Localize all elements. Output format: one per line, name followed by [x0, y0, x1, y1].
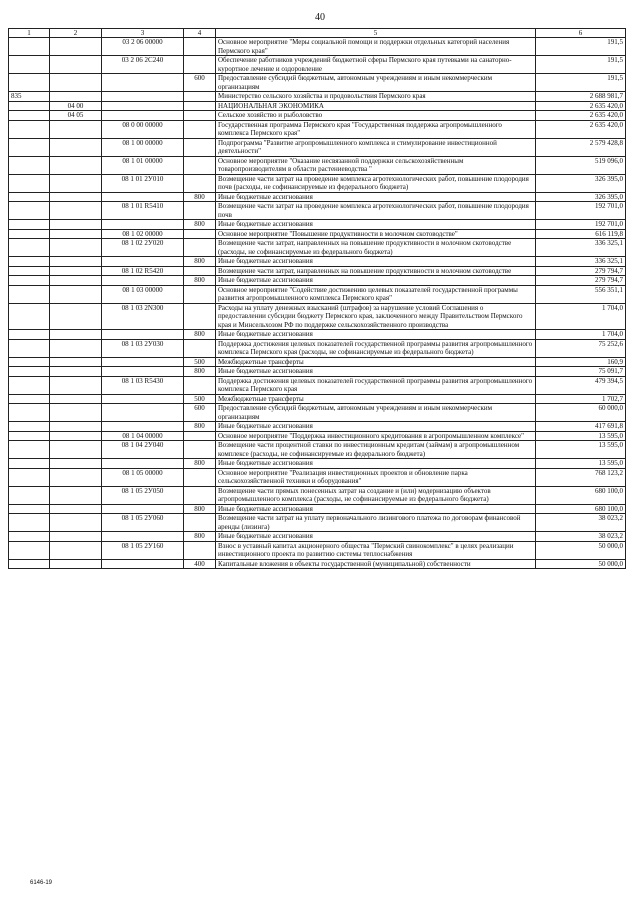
table-row [9, 394, 626, 404]
expense-type-cell [184, 285, 216, 303]
target-article-cell: 08 1 03 2N300 [102, 303, 184, 330]
ministry-code-cell [9, 276, 50, 286]
expense-type-cell [184, 303, 216, 330]
target-article-cell: 08 1 01 R5410 [102, 202, 184, 220]
ministry-code-cell [9, 285, 50, 303]
table-row [9, 431, 626, 441]
target-article-cell: 08 1 05 2У060 [102, 514, 184, 532]
target-article-cell [102, 532, 184, 542]
ministry-code-cell [9, 339, 50, 357]
section-code-cell [50, 357, 102, 367]
description-cell: Основное мероприятие "Меры социальной помощи и поддержки отдельных категорий населения Пермского края" [216, 38, 536, 56]
description-cell: Подпрограмма "Развитие агропромышленного комплекса и стимулирование инвестиционной деятельности" [216, 138, 536, 156]
ministry-code-cell: 835 [9, 92, 50, 102]
expense-type-cell: 800 [184, 532, 216, 542]
section-code-cell [50, 74, 102, 92]
target-article-cell: 08 1 02 2У020 [102, 239, 184, 257]
amount-cell: 191,5 [536, 74, 626, 92]
table-row [9, 192, 626, 202]
ministry-code-cell [9, 101, 50, 111]
description-cell: Возмещение части затрат на уплату первоначального лизингового платежа по договорам финансовой аренды (лизинга) [216, 514, 536, 532]
amount-cell: 191,5 [536, 38, 626, 56]
section-code-cell [50, 422, 102, 432]
ministry-code-cell [9, 38, 50, 56]
target-article-cell: 03 2 06 2С240 [102, 56, 184, 74]
ministry-code-cell [9, 266, 50, 276]
section-code-cell [50, 229, 102, 239]
amount-cell: 1 704,0 [536, 303, 626, 330]
table-row [9, 92, 626, 102]
section-code-cell [50, 504, 102, 514]
amount-cell: 556 351,1 [536, 285, 626, 303]
section-code-cell [50, 303, 102, 330]
description-cell: Возмещение части затрат на проведение комплекса агротехнологических работ, повышение плодородия почв (расходы, не софинансируемые из федерального бюджета) [216, 174, 536, 192]
expense-type-cell [184, 441, 216, 459]
description-cell: Межбюджетные трансферты [216, 357, 536, 367]
table-row [9, 101, 626, 111]
table-row [9, 303, 626, 330]
target-article-cell: 08 1 04 00000 [102, 431, 184, 441]
section-code-cell [50, 339, 102, 357]
amount-cell: 680 100,0 [536, 504, 626, 514]
section-code-cell [50, 276, 102, 286]
description-cell: Основное мероприятие "Оказание несвязанной поддержки сельскохозяйственным товаропроизводителям в области растениеводства " [216, 156, 536, 174]
amount-cell: 1 702,7 [536, 394, 626, 404]
table-row [9, 376, 626, 394]
ministry-code-cell [9, 486, 50, 504]
expense-type-cell: 800 [184, 257, 216, 267]
target-article-cell: 08 1 00 00000 [102, 138, 184, 156]
ministry-code-cell [9, 174, 50, 192]
section-code-cell [50, 138, 102, 156]
description-cell: Основное мероприятие "Реализация инвестиционных проектов и обновление парка сельскохозяйственной техники и оборудования" [216, 468, 536, 486]
ministry-code-cell [9, 138, 50, 156]
ministry-code-cell [9, 303, 50, 330]
section-code-cell [50, 431, 102, 441]
amount-cell: 2 635 420,0 [536, 111, 626, 121]
table-row [9, 257, 626, 267]
section-code-cell [50, 514, 102, 532]
ministry-code-cell [9, 394, 50, 404]
description-cell: Иные бюджетные ассигнования [216, 459, 536, 469]
table-row [9, 111, 626, 121]
description-cell: Сельское хозяйство и рыболовство [216, 111, 536, 121]
ministry-code-cell [9, 120, 50, 138]
table-row [9, 441, 626, 459]
description-cell: Иные бюджетные ассигнования [216, 532, 536, 542]
description-cell: Государственная программа Пермского края "Государственная поддержка агропромышленного комплекса Пермского края" [216, 120, 536, 138]
ministry-code-cell [9, 431, 50, 441]
amount-cell: 2 688 981,7 [536, 92, 626, 102]
amount-cell: 38 023,2 [536, 532, 626, 542]
table-row [9, 330, 626, 340]
description-cell: Возмещение части прямых понесенных затрат на создание и (или) модернизацию объектов агропромышленного комплекса (расходы, не софинансируемые из федерального бюджета) [216, 486, 536, 504]
table-row [9, 532, 626, 542]
target-article-cell [102, 422, 184, 432]
expense-type-cell [184, 202, 216, 220]
column-header-3: 3 [102, 29, 184, 38]
amount-cell: 13 595,0 [536, 431, 626, 441]
target-article-cell: 08 1 05 2У050 [102, 486, 184, 504]
description-cell: Иные бюджетные ассигнования [216, 330, 536, 340]
target-article-cell [102, 74, 184, 92]
expense-type-cell: 800 [184, 504, 216, 514]
table-row [9, 266, 626, 276]
footer-code: 6146-19 [30, 880, 53, 886]
description-cell: Основное мероприятие "Содействие достижению целевых показателей государственной программы развития агропромышленного комплекса Пермского края" [216, 285, 536, 303]
amount-cell: 336 325,1 [536, 239, 626, 257]
expense-type-cell [184, 101, 216, 111]
expense-type-cell [184, 138, 216, 156]
target-article-cell: 08 1 03 2У030 [102, 339, 184, 357]
section-code-cell [50, 459, 102, 469]
target-article-cell: 08 1 01 00000 [102, 156, 184, 174]
section-code-cell [50, 394, 102, 404]
expense-type-cell [184, 229, 216, 239]
target-article-cell: 08 1 03 R5430 [102, 376, 184, 394]
amount-cell: 326 395,0 [536, 192, 626, 202]
ministry-code-cell [9, 367, 50, 377]
target-article-cell: 08 1 05 00000 [102, 468, 184, 486]
table-row [9, 229, 626, 239]
table-row [9, 339, 626, 357]
table-row [9, 541, 626, 559]
table-row [9, 276, 626, 286]
section-code-cell [50, 441, 102, 459]
expense-type-cell [184, 431, 216, 441]
expense-type-cell [184, 468, 216, 486]
description-cell: Иные бюджетные ассигнования [216, 422, 536, 432]
section-code-cell [50, 266, 102, 276]
description-cell: Основное мероприятие "Поддержка инвестиционного кредитования в агропромышленном комплексе" [216, 431, 536, 441]
description-cell: Иные бюджетные ассигнования [216, 192, 536, 202]
expense-type-cell: 600 [184, 74, 216, 92]
expense-type-cell: 800 [184, 276, 216, 286]
table-row [9, 459, 626, 469]
amount-cell: 326 395,0 [536, 174, 626, 192]
description-cell: Возмещение части затрат на проведение комплекса агротехнологических работ, повышение плодородия почв [216, 202, 536, 220]
expense-type-cell [184, 120, 216, 138]
expense-type-cell [184, 486, 216, 504]
table-row [9, 120, 626, 138]
target-article-cell [102, 220, 184, 230]
ministry-code-cell [9, 514, 50, 532]
amount-cell: 1 704,0 [536, 330, 626, 340]
column-header-2: 2 [50, 29, 102, 38]
target-article-cell [102, 92, 184, 102]
target-article-cell: 08 0 00 00000 [102, 120, 184, 138]
ministry-code-cell [9, 459, 50, 469]
target-article-cell [102, 394, 184, 404]
amount-cell: 2 635 420,0 [536, 120, 626, 138]
target-article-cell [102, 257, 184, 267]
table-row [9, 38, 626, 56]
amount-cell: 519 096,0 [536, 156, 626, 174]
expense-type-cell [184, 156, 216, 174]
table-row [9, 514, 626, 532]
ministry-code-cell [9, 56, 50, 74]
section-code-cell [50, 330, 102, 340]
target-article-cell [102, 459, 184, 469]
description-cell: Поддержка достижения целевых показателей государственной программы развития агропромышленного комплекса Пермского края [216, 376, 536, 394]
expense-type-cell [184, 339, 216, 357]
expense-type-cell: 600 [184, 404, 216, 422]
section-code-cell [50, 56, 102, 74]
table-row [9, 239, 626, 257]
target-article-cell [102, 276, 184, 286]
amount-cell: 616 119,8 [536, 229, 626, 239]
amount-cell: 2 635 420,0 [536, 101, 626, 111]
target-article-cell: 08 1 02 R5420 [102, 266, 184, 276]
expense-type-cell [184, 38, 216, 56]
amount-cell: 336 325,1 [536, 257, 626, 267]
section-code-cell [50, 156, 102, 174]
ministry-code-cell [9, 330, 50, 340]
description-cell: Иные бюджетные ассигнования [216, 257, 536, 267]
target-article-cell [102, 559, 184, 569]
table-header-row [9, 29, 626, 38]
amount-cell: 75 091,7 [536, 367, 626, 377]
section-code-cell: 04 05 [50, 111, 102, 121]
table-row [9, 156, 626, 174]
table-row [9, 357, 626, 367]
expense-type-cell [184, 376, 216, 394]
amount-cell: 680 100,0 [536, 486, 626, 504]
expense-type-cell: 400 [184, 559, 216, 569]
section-code-cell [50, 376, 102, 394]
table-row [9, 559, 626, 569]
table-row [9, 285, 626, 303]
expense-type-cell [184, 239, 216, 257]
description-cell: Возмещение части процентной ставки по инвестиционным кредитам (займам) в агропромышленном комплексе (расходы, не софинансируемые из федерального бюджета) [216, 441, 536, 459]
ministry-code-cell [9, 532, 50, 542]
target-article-cell: 08 1 05 2У160 [102, 541, 184, 559]
amount-cell: 50 000,0 [536, 559, 626, 569]
section-code-cell [50, 174, 102, 192]
expense-type-cell: 800 [184, 192, 216, 202]
target-article-cell [102, 404, 184, 422]
section-code-cell [50, 220, 102, 230]
expense-type-cell [184, 514, 216, 532]
section-code-cell: 04 00 [50, 101, 102, 111]
section-code-cell [50, 367, 102, 377]
amount-cell: 38 023,2 [536, 514, 626, 532]
amount-cell: 2 579 428,8 [536, 138, 626, 156]
section-code-cell [50, 486, 102, 504]
description-cell: Иные бюджетные ассигнования [216, 504, 536, 514]
ministry-code-cell [9, 376, 50, 394]
section-code-cell [50, 404, 102, 422]
ministry-code-cell [9, 357, 50, 367]
section-code-cell [50, 285, 102, 303]
description-cell: Капитальные вложения в объекты государственной (муниципальной) собственности [216, 559, 536, 569]
section-code-cell [50, 120, 102, 138]
amount-cell: 192 701,0 [536, 202, 626, 220]
table-row [9, 486, 626, 504]
table-row [9, 367, 626, 377]
ministry-code-cell [9, 111, 50, 121]
ministry-code-cell [9, 239, 50, 257]
expense-type-cell: 800 [184, 422, 216, 432]
table-row [9, 56, 626, 74]
description-cell: Иные бюджетные ассигнования [216, 220, 536, 230]
target-article-cell [102, 192, 184, 202]
description-cell: Возмещение части затрат, направленных на повышение продуктивности в молочном скотоводстве (расходы, не софинансируемые из федерального бюджета) [216, 239, 536, 257]
table-row [9, 504, 626, 514]
expense-type-cell [184, 541, 216, 559]
expense-type-cell: 800 [184, 220, 216, 230]
section-code-cell [50, 92, 102, 102]
amount-cell: 60 000,0 [536, 404, 626, 422]
ministry-code-cell [9, 422, 50, 432]
ministry-code-cell [9, 202, 50, 220]
section-code-cell [50, 239, 102, 257]
ministry-code-cell [9, 441, 50, 459]
target-article-cell [102, 101, 184, 111]
description-cell: Взнос в уставный капитал акционерного общества "Пермский свинокомплекс" в целях реализации инвестиционного проекта по развитию системы теплоснабжения [216, 541, 536, 559]
amount-cell: 768 123,2 [536, 468, 626, 486]
target-article-cell [102, 504, 184, 514]
section-code-cell [50, 257, 102, 267]
section-code-cell [50, 559, 102, 569]
target-article-cell: 03 2 06 00000 [102, 38, 184, 56]
table-row [9, 422, 626, 432]
ministry-code-cell [9, 404, 50, 422]
table-row [9, 138, 626, 156]
description-cell: Возмещение части затрат, направленных на повышение продуктивности в молочном скотоводстве [216, 266, 536, 276]
amount-cell: 160,9 [536, 357, 626, 367]
expense-type-cell: 500 [184, 357, 216, 367]
table-row [9, 404, 626, 422]
amount-cell: 75 252,6 [536, 339, 626, 357]
expense-type-cell: 800 [184, 330, 216, 340]
target-article-cell [102, 367, 184, 377]
target-article-cell [102, 330, 184, 340]
column-header-6: 6 [536, 29, 626, 38]
ministry-code-cell [9, 468, 50, 486]
page-number: 40 [315, 12, 325, 23]
ministry-code-cell [9, 257, 50, 267]
description-cell: Иные бюджетные ассигнования [216, 367, 536, 377]
expense-type-cell: 800 [184, 367, 216, 377]
amount-cell: 13 595,0 [536, 459, 626, 469]
amount-cell: 191,5 [536, 56, 626, 74]
ministry-code-cell [9, 220, 50, 230]
table-row [9, 468, 626, 486]
expense-type-cell [184, 56, 216, 74]
ministry-code-cell [9, 504, 50, 514]
section-code-cell [50, 192, 102, 202]
table-row [9, 220, 626, 230]
amount-cell: 13 595,0 [536, 441, 626, 459]
target-article-cell [102, 111, 184, 121]
target-article-cell: 08 1 04 2У040 [102, 441, 184, 459]
amount-cell: 192 701,0 [536, 220, 626, 230]
description-cell: НАЦИОНАЛЬНАЯ ЭКОНОМИКА [216, 101, 536, 111]
budget-table [8, 28, 626, 569]
description-cell: Предоставление субсидий бюджетным, автономным учреждениям и иным некоммерческим организациям [216, 74, 536, 92]
ministry-code-cell [9, 192, 50, 202]
description-cell: Обеспечение работников учреждений бюджетной сферы Пермского края путевками на санаторно-курортное лечение и оздоровление [216, 56, 536, 74]
table-row [9, 74, 626, 92]
description-cell: Министерство сельского хозяйства и продовольствия Пермского края [216, 92, 536, 102]
description-cell: Межбюджетные трансферты [216, 394, 536, 404]
column-header-1: 1 [9, 29, 50, 38]
section-code-cell [50, 532, 102, 542]
expense-type-cell: 800 [184, 459, 216, 469]
ministry-code-cell [9, 156, 50, 174]
table-row [9, 202, 626, 220]
ministry-code-cell [9, 559, 50, 569]
amount-cell: 279 794,7 [536, 276, 626, 286]
description-cell: Расходы на уплату денежных взысканий (штрафов) за нарушение условий Соглашения о предоставлении субсидии бюджету Пермского края, заключенного между Правительством Пермского края и Минсельхозом РФ по поддержке сельскохозяйственного производства [216, 303, 536, 330]
target-article-cell [102, 357, 184, 367]
description-cell: Поддержка достижения целевых показателей государственной программы развития агропромышленного комплекса Пермского края (расходы, не софинансируемые из федерального бюджета) [216, 339, 536, 357]
section-code-cell [50, 541, 102, 559]
column-header-5: 5 [216, 29, 536, 38]
amount-cell: 417 691,8 [536, 422, 626, 432]
table-row [9, 174, 626, 192]
column-header-4: 4 [184, 29, 216, 38]
target-article-cell: 08 1 02 00000 [102, 229, 184, 239]
expense-type-cell [184, 174, 216, 192]
ministry-code-cell [9, 541, 50, 559]
description-cell: Основное мероприятие "Повышение продуктивности в молочном скотоводстве" [216, 229, 536, 239]
amount-cell: 279 794,7 [536, 266, 626, 276]
expense-type-cell [184, 266, 216, 276]
target-article-cell: 08 1 01 2У010 [102, 174, 184, 192]
amount-cell: 479 394,5 [536, 376, 626, 394]
description-cell: Иные бюджетные ассигнования [216, 276, 536, 286]
description-cell: Предоставление субсидий бюджетным, автономным учреждениям и иным некоммерческим организациям [216, 404, 536, 422]
amount-cell: 50 000,0 [536, 541, 626, 559]
expense-type-cell [184, 111, 216, 121]
section-code-cell [50, 468, 102, 486]
expense-type-cell: 500 [184, 394, 216, 404]
target-article-cell: 08 1 03 00000 [102, 285, 184, 303]
ministry-code-cell [9, 229, 50, 239]
expense-type-cell [184, 92, 216, 102]
section-code-cell [50, 38, 102, 56]
ministry-code-cell [9, 74, 50, 92]
section-code-cell [50, 202, 102, 220]
table-body [9, 38, 626, 569]
